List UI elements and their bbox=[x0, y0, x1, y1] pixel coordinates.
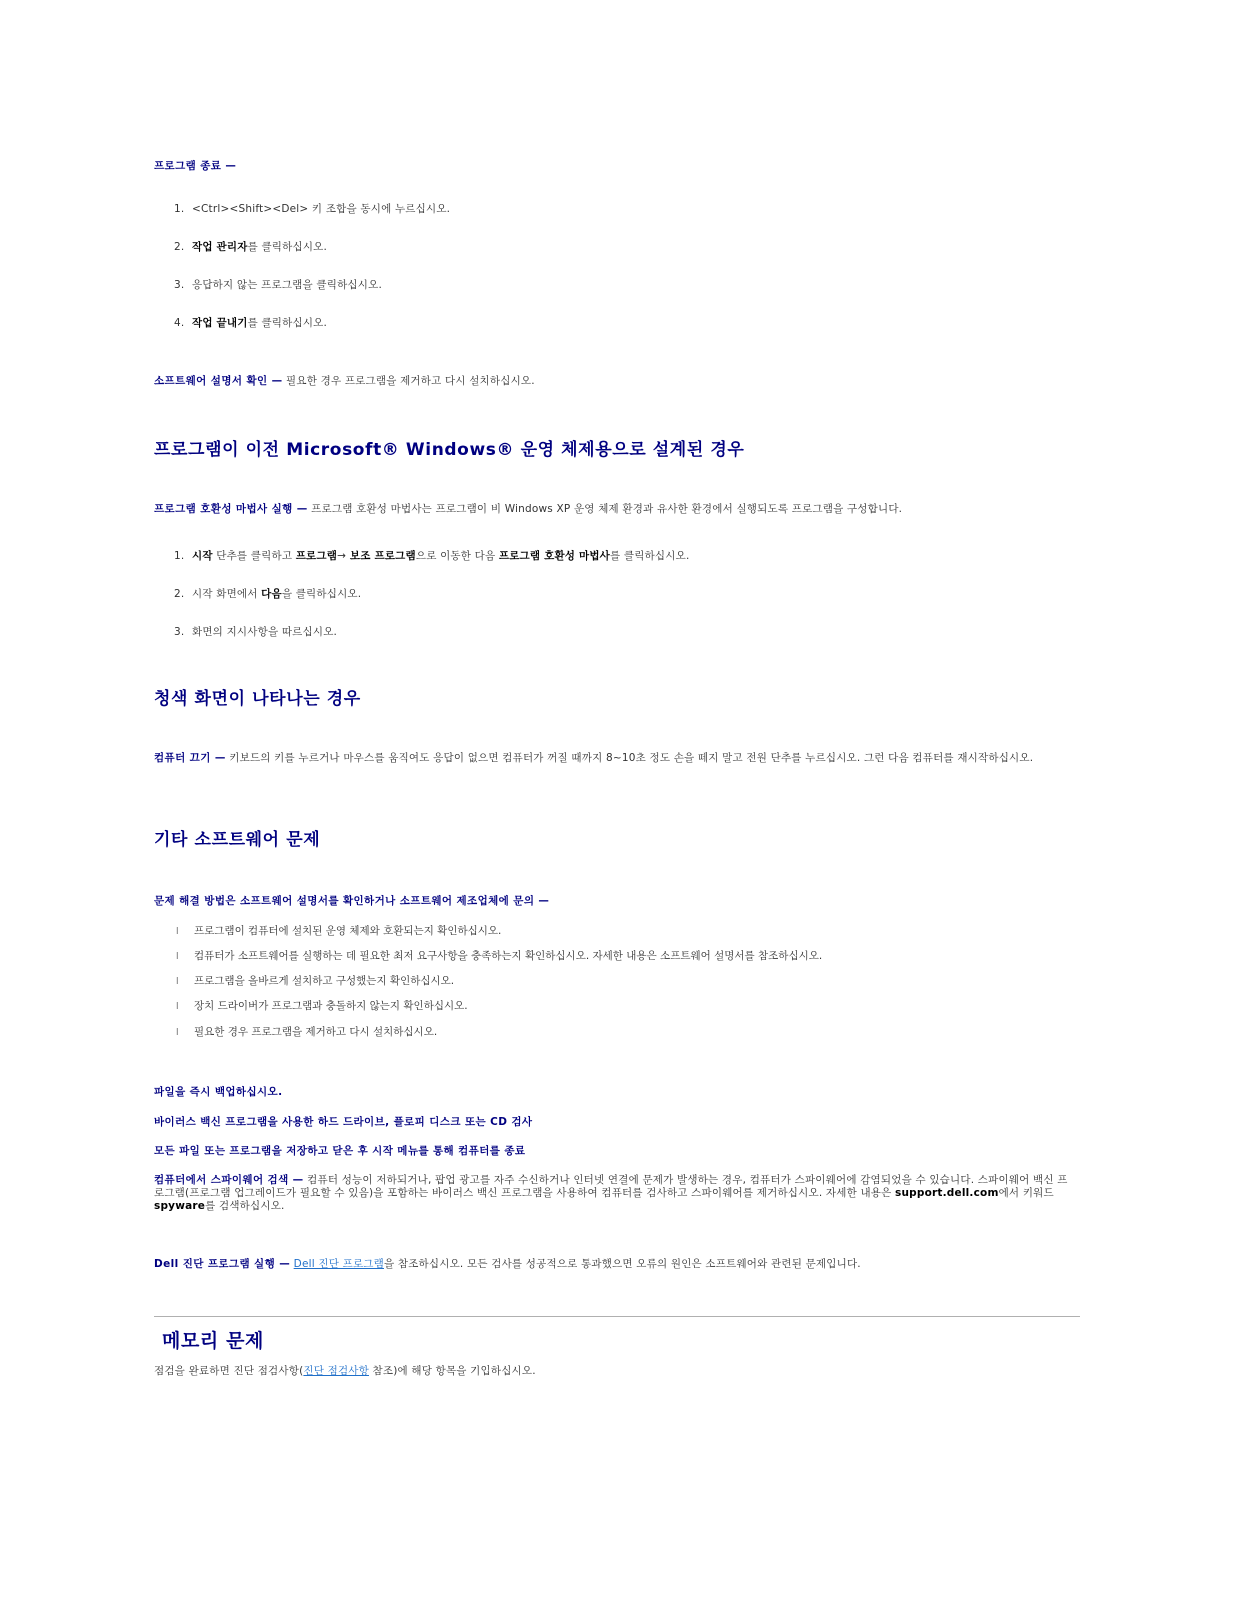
section-divider bbox=[154, 1316, 1080, 1317]
end-step-1: 1. <Ctrl><Shift><Del> 키 조합을 동시에 누르십시오. bbox=[174, 203, 451, 215]
section-title-other-software: 기타 소프트웨어 문제 bbox=[154, 830, 321, 850]
blue-screen-paragraph: 컴퓨터 끄기 — 키보드의 키를 누르거나 마우스를 움직여도 응답이 없으면 컴퓨터가 꺼질 때까지 8~10초 정도 손을 떼지 말고 전원 단추를 누르십시오. 그런 다음 컴퓨터를 재시작하십시오. bbox=[154, 752, 1034, 764]
spyware-heading: 컴퓨터에서 스파이웨어 검색 — bbox=[154, 1174, 304, 1186]
section-title-older-windows: 프로그램이 이전 Microsoft® Windows® 운영 체제용으로 설계된 경우 bbox=[154, 440, 745, 460]
list-item: l 컴퓨터가 소프트웨어를 실행하는 데 필요한 최저 요구사항을 충족하는지 확인하십시오. 자세한 내용은 소프트웨어 설명서를 참조하십시오. bbox=[176, 950, 823, 962]
bullet-icon: l bbox=[176, 952, 179, 962]
end-task-label: 작업 끝내기 bbox=[192, 317, 248, 329]
list-item: l 프로그램을 올바르게 설치하고 구성했는지 확인하십시오. bbox=[176, 975, 455, 987]
dell-diagnostics-paragraph: Dell 진단 프로그램 실행 — Dell 진단 프로그램을 참조하십시오. 모든 검사를 성공적으로 통과했으면 오류의 원인은 소프트웨어와 관련된 문제입니다. bbox=[154, 1258, 861, 1270]
arrow-icon: → bbox=[337, 550, 347, 562]
list-item: l 장치 드라이버가 프로그램과 충돌하지 않는지 확인하십시오. bbox=[176, 1000, 468, 1012]
section-title-blue-screen: 청색 화면이 나타나는 경우 bbox=[154, 689, 361, 709]
list-item: l 필요한 경우 프로그램을 제거하고 다시 설치하십시오. bbox=[176, 1026, 438, 1038]
shutdown-heading: 모든 파일 또는 프로그램을 저장하고 닫은 후 시작 메뉴를 통해 컴퓨터를 종료 bbox=[154, 1145, 526, 1157]
bullet-icon: l bbox=[176, 1028, 179, 1038]
start-button-label: 시작 bbox=[192, 550, 213, 562]
check-docs-heading: 소프트웨어 설명서 확인 — bbox=[154, 375, 283, 387]
end-step-3: 3. 응답하지 않는 프로그램을 클릭하십시오. bbox=[174, 279, 382, 291]
check-docs-paragraph: 소프트웨어 설명서 확인 — 필요한 경우 프로그램을 제거하고 다시 설치하십시오. bbox=[154, 375, 535, 387]
memory-paragraph: 점검을 완료하면 진단 점검사항(진단 점검사항 참조)에 해당 항목을 기입하십시오. bbox=[154, 1365, 536, 1377]
bullet-icon: l bbox=[176, 977, 179, 987]
backup-heading: 파일을 즉시 백업하십시오. bbox=[154, 1086, 283, 1098]
wizard-step-1: 1. 시작 단추를 클릭하고 프로그램→ 보조 프로그램으로 이동한 다음 프로그램 호환성 마법사를 클릭하십시오. bbox=[174, 550, 690, 562]
bullet-icon: l bbox=[176, 1002, 179, 1012]
dell-diagnostics-heading: Dell 진단 프로그램 실행 — bbox=[154, 1258, 291, 1270]
turn-off-heading: 컴퓨터 끄기 — bbox=[154, 752, 226, 764]
wizard-step-2: 2. 시작 화면에서 다음을 클릭하십시오. bbox=[174, 588, 362, 600]
spyware-keyword: spyware bbox=[154, 1200, 206, 1212]
virus-scan-heading: 바이러스 백신 프로그램을 사용한 하드 드라이브, 플로피 디스크 또는 CD 검사 bbox=[154, 1116, 533, 1128]
support-site: support.dell.com bbox=[895, 1187, 999, 1199]
wizard-heading: 프로그램 호환성 마법사 실행 — bbox=[154, 503, 308, 515]
task-manager-label: 작업 관리자 bbox=[192, 241, 248, 253]
wizard-paragraph: 프로그램 호환성 마법사 실행 — 프로그램 호환성 마법사는 프로그램이 비 Windows XP 운영 체제 환경과 유사한 환경에서 실행되도록 프로그램을 구성합니다. bbox=[154, 503, 903, 515]
end-step-4: 4. 작업 끝내기를 클릭하십시오. bbox=[174, 317, 328, 329]
wizard-step-3: 3. 화면의 지시사항을 따르십시오. bbox=[174, 626, 338, 638]
end-step-1-text: <Ctrl><Shift><Del> 키 조합을 동시에 누르십시오. bbox=[192, 203, 451, 215]
diagnostics-checklist-link[interactable]: 진단 점검사항 bbox=[303, 1365, 369, 1377]
end-step-2: 2. 작업 관리자를 클릭하십시오. bbox=[174, 241, 328, 253]
dell-diagnostics-link[interactable]: Dell 진단 프로그램 bbox=[293, 1258, 384, 1270]
spyware-paragraph: 컴퓨터에서 스파이웨어 검색 — 컴퓨터 성능이 저하되거나, 팝업 광고를 자주 수신하거나 인터넷 연결에 문제가 발생하는 경우, 컴퓨터가 스파이웨어에 감염되었을 수 있습니다. 스파이웨어 백신 프로그램(프로그램 업그레이드가 필요할 수 있음)을 포함하는 바이러스 백신 프로그램을 사용하여 컴퓨터를 검사하고 스파이웨어를 제거하십시오. 자세한 내용은 support.dell.com에서 키워드 spyware를 검색하십시오. bbox=[154, 1174, 1068, 1212]
end-program-heading: 프로그램 종료 — bbox=[154, 160, 237, 172]
list-item: l 프로그램이 컴퓨터에 설치된 운영 체제와 호환되는지 확인하십시오. bbox=[176, 925, 502, 937]
bullet-icon: l bbox=[176, 927, 179, 937]
other-software-heading: 문제 해결 방법은 소프트웨어 설명서를 확인하거나 소프트웨어 제조업체에 문의 — bbox=[154, 895, 550, 907]
section-title-memory: 메모리 문제 bbox=[162, 1330, 264, 1352]
next-button-label: 다음 bbox=[261, 588, 282, 600]
